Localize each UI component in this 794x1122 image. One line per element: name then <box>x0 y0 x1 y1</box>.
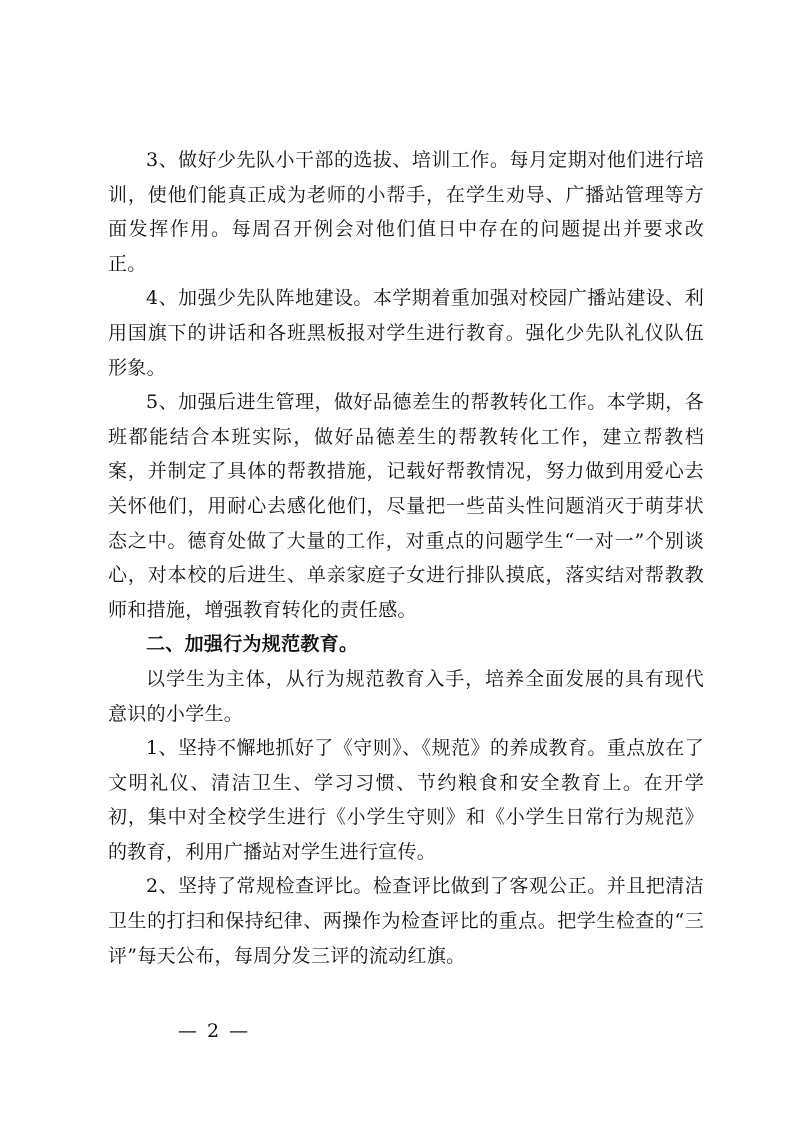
paragraph-item-4: 4、加强少先队阵地建设。本学期着重加强对校园广播站建设、利用国旗下的讲话和各班黑板报对学生进行教育。强化少先队礼仪队伍形象。 <box>108 287 704 379</box>
paragraph-item-3: 3、做好少先队小干部的选拔、培训工作。每月定期对他们进行培训，使他们能真正成为老师的小帮手，在学生劝导、广播站管理等方面发挥作用。每周召开例会对他们值日中存在的问题提出并要求改正。 <box>108 149 704 275</box>
page-number: — 2 — <box>178 1020 251 1042</box>
paragraph-item-2: 2、坚持了常规检查评比。检查评比做到了客观公正。并且把清洁卫生的打扫和保持纪律、两操作为检查评比的重点。把学生检查的“三评”每天公布，每周分发三评的流动红旗。 <box>108 875 704 967</box>
paragraph-item-5: 5、加强后进生管理，做好品德差生的帮教转化工作。本学期，各班都能结合本班实际，做好品德差生的帮教转化工作，建立帮教档案，并制定了具体的帮教措施，记载好帮教情况，努力做到用爱心去关怀他们，用耐心去感化他们，尽量把一些苗头性问题消灭于萌芽状态之中。德育处做了大量的工作，对重点的问题学生“一对一”个别谈心，对本校的后进生、单亲家庭子女进行排队摸底，落实结对帮教教师和措施，增强教育转化的责任感。 <box>108 391 704 621</box>
paragraph-item-1: 1、坚持不懈地抓好了《守则》、《规范》的养成教育。重点放在了文明礼仪、清洁卫生、学习习惯、节约粮食和安全教育上。在开学初，集中对全校学生进行《小学生守则》和《小学生日常行为规范》的教育，利用广播站对学生进行宣传。 <box>108 737 704 863</box>
document-body <box>108 143 704 973</box>
section-heading: 二、加强行为规范教育。 <box>146 633 359 656</box>
section-intro-paragraph: 以学生为主体，从行为规范教育入手，培养全面发展的具有现代意识的小学生。 <box>108 667 704 725</box>
